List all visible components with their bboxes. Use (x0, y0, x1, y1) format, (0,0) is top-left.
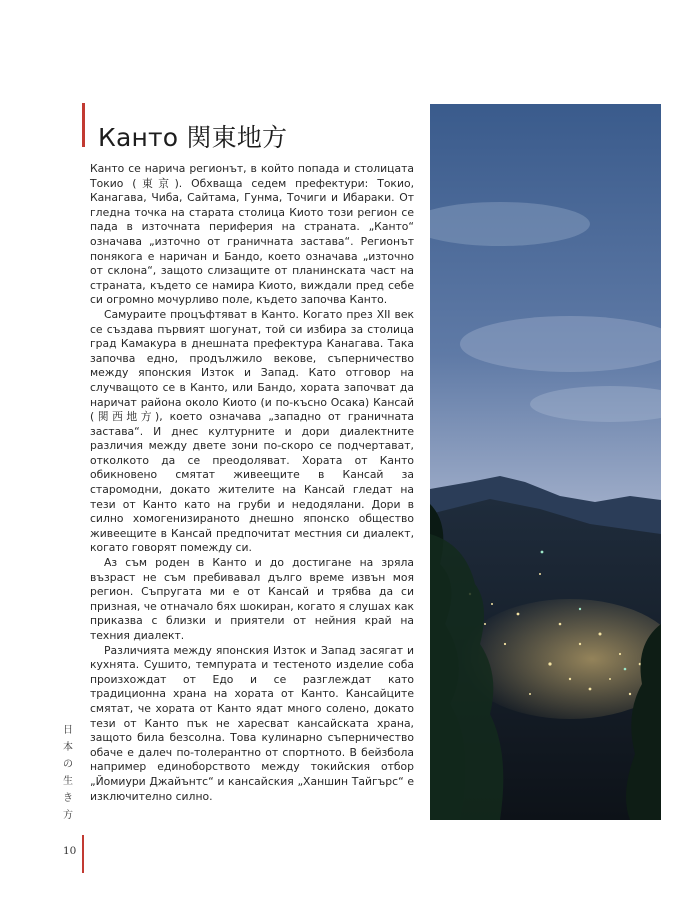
paragraph-2: Самураите процъфтяват в Канто. Когато през XII век се създава първият шогунат, той си избира за столица град Камакура в днешната префектура Канагава. Така започва едно, продължило векове, съперничество между японския Изток и Запад. Като отговор на случващото се в Канто, или Бандо, хората започват да наричат района около Киото (и по-късно Осака) Кансай (関西地方), което означава „западно от граничната застава“. И днес културните и дори диалектните различия между двете зони по-скоро се подчертават, отколкото да се преодоляват. Хората от Канто обикновено смятат живеещите в Кансай за старомодни, докато жителите на Кансай гледат на тези от Канто като на груби и недодялани. Дори в силно хомогенизираното днешно японско общество живеещите в Кансай предпочитат местния си диалект, когато говорят помежду си. (90, 307, 414, 555)
paragraph-1: Канто се нарича регионът, в който попада и столицата Токио (東京). Обхваща седем префектури: Токио, Канагава, Чиба, Сайтама, Гунма, Точиги и Ибараки. От гледна точка на старата столица Киото този регион се пада в източната периферия на страната. „Канто“ означава „източно от граничната застава“. Регионът понякога е наричан и Бандо, което означава „източно от склона“, защото слизащите от планинската част на страната, където се намира Киото, виждали пред себе си огромно мочурливо поле, където започва Канто. (90, 162, 414, 307)
night-landscape-photo (430, 104, 661, 820)
paragraph-4: Различията между японския Изток и Запад засягат и кухнята. Сушито, темпурата и тестеното изделие соба произхождат от Едо и се разглеждат като традиционна храна на хората от Канто. Кансайците смятат, че хората от Канто ядат много солено, докато тези от Канто пък не харесват кансайската храна, защото била безсолна. Това кулинарно съперничество обаче е далеч по-толерантно от спортното. В бейзбола например единоборството между токийския отбор „Йомиури Джайънтс“ и кансайския „Ханшин Тайгърс“ е изключително силно. (90, 643, 414, 803)
vertical-book-title: 日本の生き方 (63, 725, 73, 821)
page-number: 10 (63, 845, 77, 857)
article-body (90, 162, 414, 804)
page-title: Канто 関東地方 (98, 123, 288, 152)
folio-accent-bar (82, 835, 84, 873)
paragraph-3: Аз съм роден в Канто и до достигане на зряла възраст не съм пребивавал дълго време извън моя регион. Съпругата ми е от Кансай и трябва да си призная, че отначало бях шокиран, когато я слушах как приказва с близки и приятели от нейния край на техния диалект. (90, 556, 414, 642)
photo-illustration (430, 104, 661, 820)
title-accent-bar (82, 103, 85, 147)
